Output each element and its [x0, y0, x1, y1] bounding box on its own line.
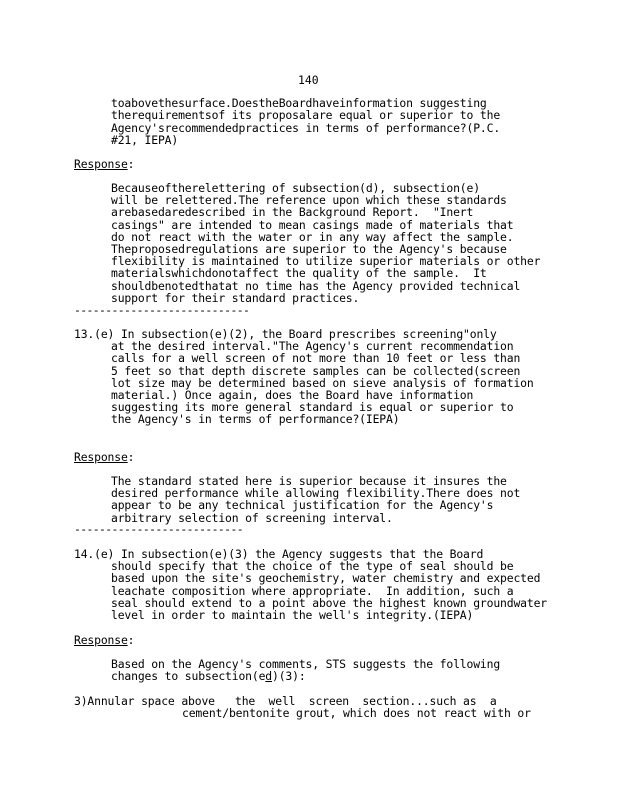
paragraph-line: should specify that the choice of the type of seal should be [111, 559, 514, 573]
paragraph-line: flexibility is maintained to utilize superior materials or other [111, 254, 541, 268]
paragraph-line: #21, IEPA) [111, 133, 179, 147]
paragraph-line: toabovethesurface.DoestheBoardhaveinformation suggesting [111, 96, 487, 110]
paragraph-line: arbitrary selection of screening interval. [111, 511, 393, 525]
paragraph-line: the Agency's in terms of performance?(IEPA) [111, 412, 400, 426]
paragraph-line: The standard stated here is superior because it insures the [111, 474, 507, 488]
paragraph-line: do not react with the water or in any way affect the sample. [111, 230, 514, 244]
paragraph-line: 13.(e) In subsection(e)(2), the Board prescribes screening"only [74, 327, 497, 341]
paragraph-line: based upon the site's geochemistry, water chemistry and expected [111, 571, 541, 585]
response-heading: Response: [74, 633, 135, 647]
paragraph-line: materialswhichdonotaffect the quality of the sample. It [111, 266, 487, 280]
paragraph-line: shouldbenotedthatat no time has the Agency provided technical [111, 279, 521, 293]
paragraph-line: 5 feet so that depth discrete samples can be collected(screen [111, 364, 521, 378]
paragraph-line: Based on the Agency's comments, STS suggests the following [111, 657, 501, 671]
response-heading: Response: [74, 157, 135, 171]
paragraph-line: therequirementsof its proposalare equal or superior to the [111, 108, 501, 122]
paragraph-line: support for their standard practices. [111, 291, 360, 305]
paragraph-line: calls for a well screen of not more than 10 feet or less than [111, 351, 521, 365]
paragraph-line: casings" are intended to mean casings made of materials that [111, 218, 514, 232]
response-heading: Response: [74, 450, 135, 464]
paragraph-line: will be relettered.The reference upon which these standards [111, 193, 507, 207]
paragraph-line: level in order to maintain the well's integrity.(IEPA) [111, 608, 474, 622]
paragraph-line: 14.(e) In subsection(e)(3) the Agency suggests that the Board [74, 547, 484, 561]
separator-line: --------------------------- [74, 522, 243, 536]
paragraph-line: arebasedaredescribed in the Background Report. "Inert [111, 205, 474, 219]
paragraph-line: seal should extend to a point above the highest known groundwater [111, 596, 548, 610]
paragraph-line: suggesting its more general standard is equal or superior to [111, 400, 514, 414]
revised-letter: d [265, 669, 272, 683]
paragraph-line: changes to subsection(ed)(3): [111, 669, 306, 683]
paragraph-line: 3)Annular space above the well screen section...such as a [74, 694, 497, 708]
paragraph-line: lot size may be determined based on sieve analysis of formation [111, 376, 534, 390]
paragraph-line: appear to be any technical justification for the Agency's [111, 498, 494, 512]
paragraph-line: Theproposedregulations are superior to the Agency's because [111, 242, 507, 256]
paragraph-line: Agency'srecommendedpractices in terms of performance?(P.C. [111, 121, 501, 135]
paragraph-line: at the desired interval."The Agency's current recommendation [111, 339, 514, 353]
paragraph-line: desired performance while allowing flexibility.There does not [111, 486, 521, 500]
separator-line: ---------------------------- [74, 303, 250, 317]
paragraph-line: material.) Once again, does the Board have information [111, 388, 474, 402]
paragraph-line: cement/bentonite grout, which does not react with or [182, 706, 531, 720]
page-number: 140 [298, 73, 319, 87]
paragraph-line: leachate composition where appropriate. In addition, such a [111, 584, 514, 598]
paragraph-line: Becauseoftherelettering of subsection(d), subsection(e) [111, 181, 480, 195]
